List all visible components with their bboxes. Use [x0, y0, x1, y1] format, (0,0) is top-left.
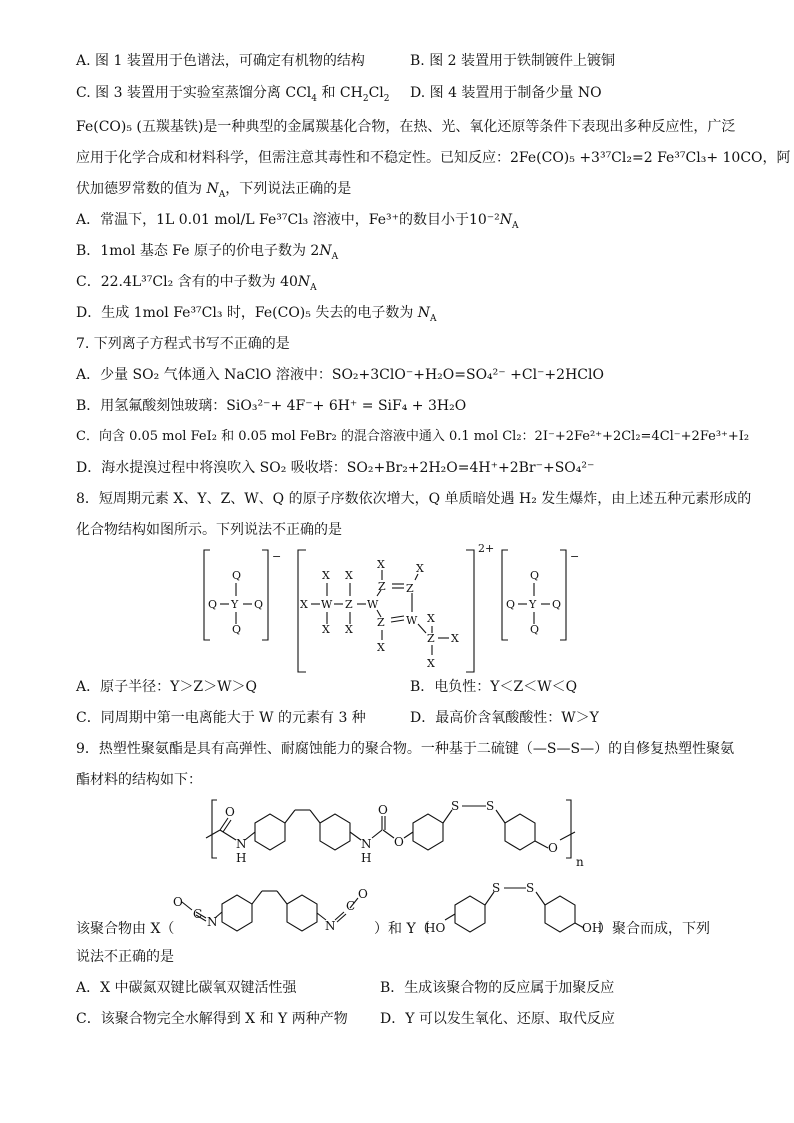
q8-atom: Q — [232, 623, 242, 636]
q7-option-a: A．少量 SO₂ 气体通入 NaClO 溶液中：SO₂+3ClO⁻+H₂O=SO₄²⁻ +Cl⁻+2HClO — [76, 367, 604, 383]
q9-y-atom: OH — [582, 921, 603, 935]
q9-atom: O — [378, 803, 388, 817]
q8-atom: W — [406, 614, 418, 627]
q9-y-atom: HO — [425, 921, 446, 935]
q9-option-b: B．生成该聚合物的反应属于加聚反应 — [380, 980, 615, 996]
q5-option-a: A. 图 1 装置用于色谱法，可确定有机物的结构 — [76, 53, 365, 69]
q7-option-d: D．海水提溴过程中将溴吹入 SO₂ 吸收塔：SO₂+Br₂+2H₂O=4H⁺+2Br⁻+SO₄²⁻ — [76, 460, 595, 476]
q8-atom: X — [377, 558, 385, 571]
q9-x-atom: C — [346, 899, 356, 913]
q9-atom: S — [451, 799, 460, 813]
q6-option-a: A．常温下，1L 0.01 mol/L Fe³⁷Cl₃ 溶液中，Fe³⁺的数目小于$10^{-2}N_A$ — [76, 212, 519, 231]
q9-option-a: A．X 中碳氮双键比碳氧双键活性强 — [76, 980, 297, 996]
q9-atom: S — [486, 799, 495, 813]
q9-x-atom: N — [207, 915, 218, 929]
q8-atom: Z — [345, 598, 353, 611]
q9-line3-post: ）聚合而成，下列 — [598, 921, 710, 937]
q6-option-d: D．生成 1mol Fe³⁷Cl₃ 时，Fe(CO)₅ 失去的电子数为 $N_A$ — [76, 305, 437, 324]
q9-y-atom: S — [526, 881, 535, 895]
q8-atom: Q — [506, 598, 516, 611]
q6-stem-line1: Fe(CO)₅ (五羰基铁)是一种典型的金属羰基化合物，在热、光、氧化还原等条件下表现出多种反应性，广泛 — [76, 119, 736, 135]
q8-atom: X — [322, 569, 330, 582]
q8-atom: Q — [232, 569, 242, 582]
q8-atom: Z — [377, 616, 385, 629]
q9-line3-pre: 该聚合物由 X（ — [76, 921, 175, 937]
q8-atom: X — [451, 632, 459, 645]
q8-option-a: A．原子半径：Y＞Z＞W＞Q — [76, 679, 257, 695]
q9-stem-line1: 9．热塑性聚氨酯是具有高弹性、耐腐蚀能力的聚合物。一种基于二硫键（—S—S—）的自修复热塑性聚氨 — [76, 741, 735, 757]
q9-option-c: C．该聚合物完全水解得到 X 和 Y 两种产物 — [76, 1011, 348, 1027]
q8-atom: Q — [530, 569, 540, 582]
q9-atom: N — [361, 837, 372, 851]
q6-option-b: B．1mol 基态 Fe 原子的价电子数为 $2N_A$ — [76, 243, 339, 262]
q9-atom: H — [361, 851, 372, 865]
q8-option-c: C．同周期中第一电离能大于 W 的元素有 3 种 — [76, 710, 366, 726]
q8-atom: X — [377, 641, 385, 654]
q8-atom: Z — [378, 580, 386, 593]
q8-atom: X — [416, 562, 424, 575]
q9-atom: O — [394, 835, 404, 849]
q7-option-c: C．向含 0.05 mol FeI₂ 和 0.05 mol FeBr₂ 的混合溶液中通入 0.1 mol Cl₂：2I⁻+2Fe²⁺+2Cl₂=4Cl⁻+2Fe³⁺+I₂ — [76, 429, 750, 444]
q8-option-b: B．电负性：Y＜Z＜W＜Q — [410, 679, 578, 695]
q8-atom: X — [345, 569, 353, 582]
q8-atom: Q — [530, 623, 540, 636]
q9-atom: H — [236, 851, 247, 865]
q8-charge-right: − — [570, 550, 580, 563]
q7-stem: 7. 下列离子方程式书写不正确的是 — [76, 336, 290, 352]
q9-x-atom: O — [173, 895, 183, 909]
q8-option-d: D．最高价含氧酸酸性：W＞Y — [410, 710, 599, 726]
q8-atom: Q — [552, 598, 562, 611]
q9-y-atom: S — [492, 881, 501, 895]
q8-atom: W — [367, 598, 379, 611]
q8-atom: Q — [208, 598, 218, 611]
q6-stem-line3: 伏加德罗常数的值为 $N_A$，下列说法正确的是 — [76, 181, 352, 200]
q9-line3-mid: ）和 Y（ — [374, 921, 430, 937]
q8-atom: Y — [529, 598, 537, 611]
q9-repeat-n: n — [576, 855, 584, 869]
q9-x-atom: C — [193, 907, 203, 921]
q9-x-atom: O — [358, 887, 368, 901]
q5-option-d: D. 图 4 装置用于制备少量 NO — [410, 85, 602, 101]
q5-option-c: C. 图 3 装置用于实验室蒸馏分离 CCl$_4$ 和 $CH_2Cl_2$ — [76, 85, 390, 104]
q8-atom: Q — [254, 598, 264, 611]
q6-stem-line2: 应用于化学合成和材料科学，但需注意其毒性和不稳定性。已知反应：2Fe(CO)₅ +3³⁷Cl₂=2 Fe³⁷Cl₃+ 10CO，阿 — [76, 150, 791, 166]
q9-atom: O — [225, 805, 235, 819]
q8-atom: Y — [231, 598, 239, 611]
q8-atom: Z — [427, 632, 435, 645]
q8-atom: X — [427, 612, 435, 625]
q8-charge-center: 2+ — [478, 542, 495, 555]
q8-atom: X — [345, 623, 353, 636]
q9-atom: N — [236, 837, 247, 851]
q9-line4: 说法不正确的是 — [76, 949, 174, 965]
q8-charge-left: − — [272, 550, 282, 563]
q5-option-b: B. 图 2 装置用于铁制镀件上镀铜 — [410, 53, 615, 69]
q9-atom: O — [548, 841, 558, 855]
q9-stem-line2: 酯材料的结构如下： — [76, 772, 202, 788]
q8-atom: X — [322, 623, 330, 636]
q8-atom: Z — [406, 582, 414, 595]
q9-x-atom: N — [325, 919, 336, 933]
q8-atom: W — [321, 598, 333, 611]
q9-option-d: D．Y 可以发生氧化、还原、取代反应 — [380, 1011, 615, 1027]
q6-option-c: C．22.4L³⁷Cl₂ 含有的中子数为 $40N_A$ — [76, 274, 317, 293]
q8-stem-line1: 8．短周期元素 X、Y、Z、W、Q 的原子序数依次增大，Q 单质暗处遇 H₂ 发生爆炸，由上述五种元素形成的 — [76, 491, 752, 507]
q8-atom: X — [300, 598, 308, 611]
q8-atom: X — [427, 657, 435, 670]
q8-stem-line2: 化合物结构如图所示。下列说法不正确的是 — [76, 522, 342, 538]
q7-option-b: B．用氢氟酸刻蚀玻璃：SiO₃²⁻+ 4F⁻+ 6H⁺ = SiF₄ + 3H₂O — [76, 398, 467, 414]
